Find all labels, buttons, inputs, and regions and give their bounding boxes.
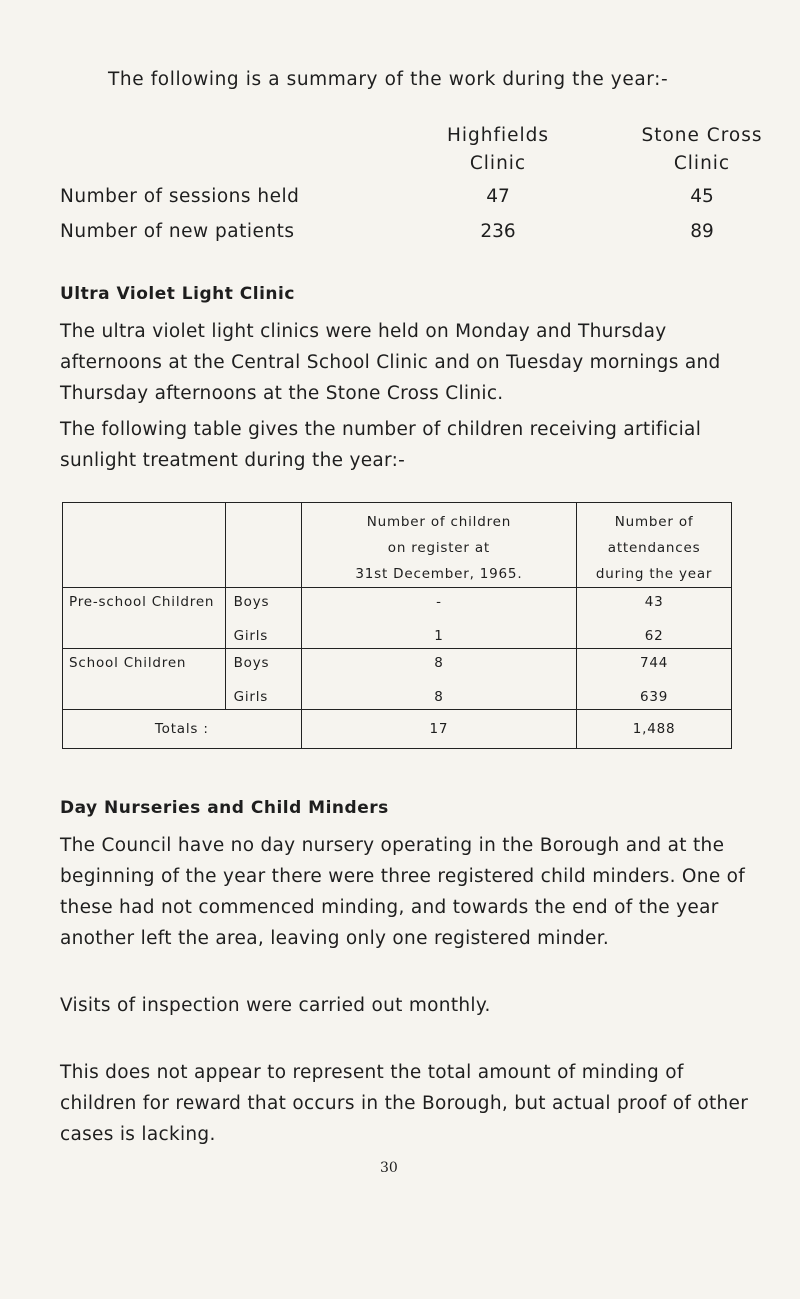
totals-register: 17 xyxy=(301,710,577,749)
pre-school-label: Pre-school Children xyxy=(63,588,226,649)
nurseries-heading: Day Nurseries and Child Minders xyxy=(60,798,389,818)
row-label-patients: Number of new patients xyxy=(60,221,295,242)
pre-boys-attendances: 43 xyxy=(644,594,664,610)
nurseries-paragraph-3: This does not appear to represent the total amount of minding of children for reward that occurs in the Borough, but actual proof of other cases is lacking. xyxy=(60,1062,749,1145)
pre-boys-label: Boys xyxy=(233,594,270,610)
pre-girls-label: Girls xyxy=(233,628,269,644)
header-attendances-l3: during the year xyxy=(595,566,713,582)
col-head-highfields-l2: Clinic xyxy=(469,153,527,174)
value-sessions-stonecross: 45 xyxy=(690,186,714,207)
value-patients-stonecross: 89 xyxy=(690,221,714,242)
header-register xyxy=(301,503,577,588)
table-row xyxy=(63,588,732,649)
school-girls-register: 8 xyxy=(434,689,444,705)
value-patients-highfields: 236 xyxy=(480,221,516,242)
pre-girls-register: 1 xyxy=(434,628,444,644)
header-attendances xyxy=(577,503,732,588)
page-number: 30 xyxy=(380,1160,398,1176)
value-sessions-highfields: 47 xyxy=(486,186,510,207)
school-girls-attendances: 639 xyxy=(640,689,669,705)
uv-paragraph-2: The following table gives the number of children receiving artificial sunlight treatment during the year:- xyxy=(60,419,702,471)
totals-label: Totals : xyxy=(63,710,302,749)
uv-paragraph-1: The ultra violet light clinics were held on Monday and Thursday afternoons at the Central School Clinic and on Tuesday mornings and Thursday afternoons at the Stone Cross Clinic. xyxy=(60,321,721,404)
table-row xyxy=(63,649,732,710)
totals-row xyxy=(63,710,732,749)
header-register-l2: on register at xyxy=(387,540,491,556)
col-head-stonecross-l1: Stone Cross xyxy=(641,125,763,146)
school-boys-register: 8 xyxy=(434,655,444,671)
table-header-row xyxy=(63,503,732,588)
uv-heading: Ultra Violet Light Clinic xyxy=(60,284,295,304)
uv-table xyxy=(62,502,732,749)
school-girls-label: Girls xyxy=(233,689,269,705)
header-attendances-l1: Number of xyxy=(614,514,694,530)
nurseries-paragraph-2: Visits of inspection were carried out monthly. xyxy=(60,995,491,1016)
intro-text: The following is a summary of the work during the year:- xyxy=(108,69,669,90)
school-label: School Children xyxy=(63,649,226,710)
col-head-highfields-l1: Highfields xyxy=(446,125,550,146)
col-head-stonecross-l2: Clinic xyxy=(673,153,731,174)
col-head-stonecross xyxy=(622,122,782,178)
totals-attendances: 1,488 xyxy=(577,710,732,749)
nurseries-paragraph-1: The Council have no day nursery operating in the Borough and at the beginning of the year there were three registered child minders. One of these had not commenced minding, and towards the end of the year another left the area, leaving only one registered minder. xyxy=(60,835,746,949)
school-boys-label: Boys xyxy=(233,655,270,671)
header-register-l1: Number of children xyxy=(366,514,512,530)
school-boys-attendances: 744 xyxy=(640,655,669,671)
header-empty-1 xyxy=(63,503,226,588)
pre-girls-attendances: 62 xyxy=(644,628,664,644)
row-label-sessions: Number of sessions held xyxy=(60,186,300,207)
col-head-highfields xyxy=(418,122,578,178)
header-register-l3: 31st December, 1965. xyxy=(355,566,523,582)
header-attendances-l2: attendances xyxy=(607,540,701,556)
pre-boys-register: - xyxy=(436,594,442,610)
header-empty-2 xyxy=(225,503,301,588)
